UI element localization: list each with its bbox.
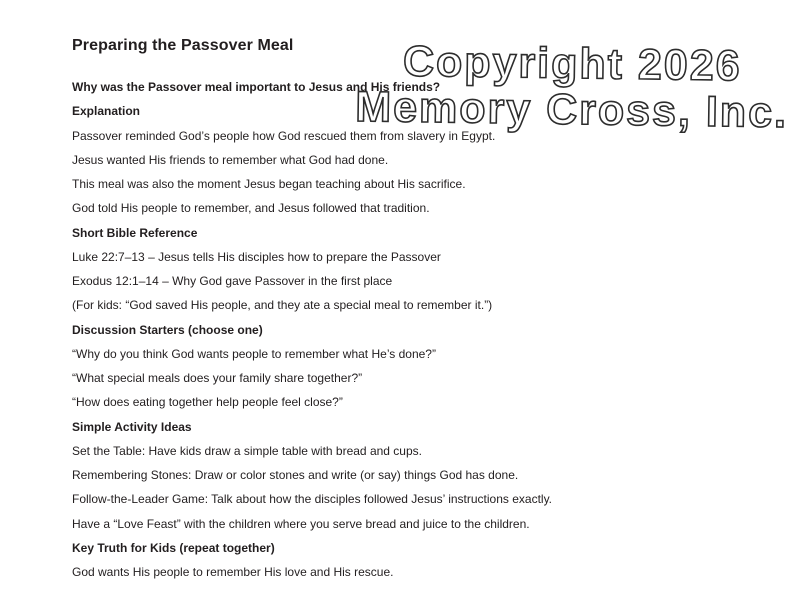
body-line: Remembering Stones: Draw or color stones and write (or say) things God has done. — [72, 468, 519, 482]
watermark-line-2: Memory Cross, Inc. — [355, 82, 789, 138]
section-heading-bible-reference: Short Bible Reference — [72, 225, 198, 240]
body-line: Follow-the-Leader Game: Talk about how the disciples followed Jesus’ instructions exactly. — [72, 492, 553, 507]
body-line: (For kids: “God saved His people, and they ate a special meal to remember it.”) — [72, 298, 493, 313]
body-line: Passover reminded God’s people how God rescued them from slavery in Egypt. — [72, 128, 496, 143]
section-heading-activity-ideas: Simple Activity Ideas — [72, 419, 192, 434]
section-heading-key-truth: Key Truth for Kids (repeat together) — [72, 540, 275, 555]
watermark-line-1: Copyright 2026 — [402, 37, 742, 91]
section-heading-discussion-starters: Discussion Starters (choose one) — [72, 322, 263, 337]
page-title: Preparing the Passover Meal — [72, 37, 294, 54]
body-line: Set the Table: Have kids draw a simple table with bread and cups. — [72, 443, 422, 458]
body-line: God wants His people to remember His love and His rescue. — [72, 565, 394, 579]
body-line: Have a “Love Feast” with the children where you serve bread and juice to the children. — [72, 516, 530, 531]
body-line: This meal was also the moment Jesus began teaching about His sacrifice. — [72, 177, 466, 191]
document-body — [72, 36, 712, 584]
body-line: “What special meals does your family share together?” — [72, 371, 363, 385]
section-heading-explanation: Explanation — [72, 104, 141, 119]
body-line: God told His people to remember, and Jesus followed that tradition. — [72, 201, 430, 216]
lead-question: Why was the Passover meal important to Jesus and His friends? — [72, 80, 441, 94]
body-line: Jesus wanted His friends to remember what God had done. — [72, 152, 389, 167]
body-line: “How does eating together help people feel close?” — [72, 395, 343, 410]
body-line: Exodus 12:1–14 – Why God gave Passover in the first place — [72, 274, 393, 288]
body-line: “Why do you think God wants people to remember what He’s done?” — [72, 346, 436, 361]
body-line: Luke 22:7–13 – Jesus tells His disciples how to prepare the Passover — [72, 249, 441, 264]
